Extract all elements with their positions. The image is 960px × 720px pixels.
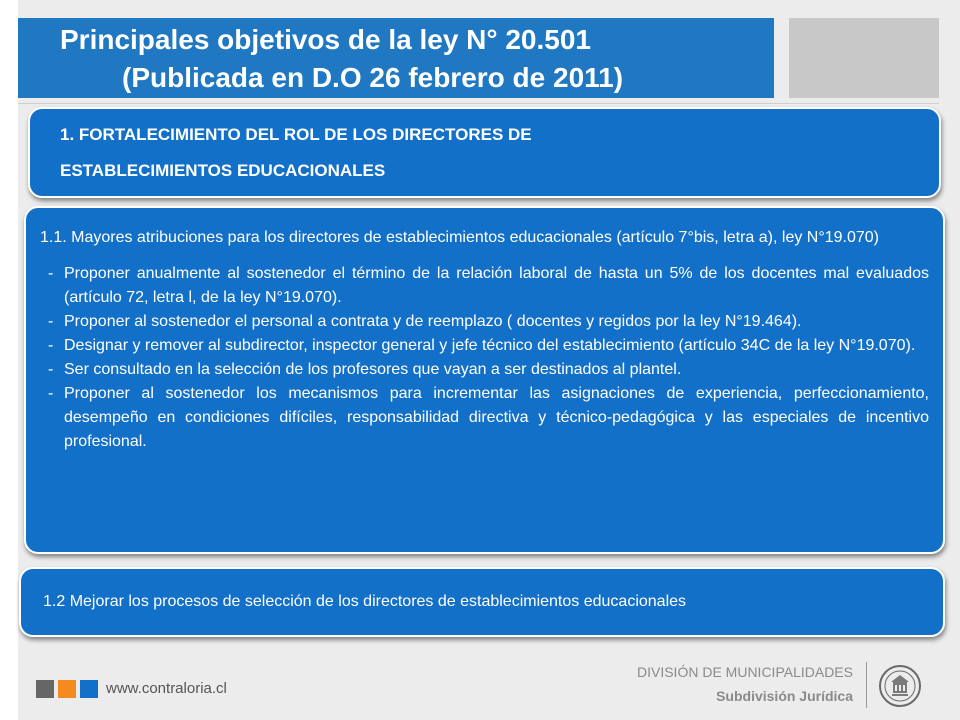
- division-title: DIVISIÓN DE MUNICIPALIDADES: [636, 664, 853, 680]
- corner-decoration: [789, 18, 939, 98]
- list-item-text: Proponer anualmente al sostenedor el término de la relación laboral de hasta un 5% de los docentes mal evaluados (artículo 72, letra l, de la ley N°19.070).: [64, 265, 929, 306]
- section-1-2-box: [19, 567, 945, 637]
- list-item-text: Designar y remover al subdirector, inspector general y jefe técnico del establecimiento (artículo 34C de la ley N°19.070).: [64, 337, 916, 354]
- list-item-text: Proponer al sostenedor el personal a contrata y de reemplazo ( docentes y regidos por la ley N°19.464).: [64, 313, 802, 330]
- title-bar: [18, 18, 774, 98]
- orange-square-icon: [58, 680, 76, 698]
- bullet-dash: -: [48, 313, 54, 330]
- blue-square-icon: [80, 680, 98, 698]
- subdivision-title: Subdivisión Jurídica: [716, 688, 853, 704]
- page-subtitle: (Publicada en D.O 26 febrero de 2011): [122, 62, 624, 93]
- page-title: Principales objetivos de la ley N° 20.501: [60, 24, 592, 55]
- section-1-1-intro: 1.1. Mayores atribuciones para los directores de establecimientos educacionales (artículo 7°bis, letra a), ley N°19.070): [40, 229, 879, 246]
- gray-square-icon: [36, 680, 54, 698]
- list-item: [40, 310, 929, 334]
- bullet-dash: -: [48, 337, 54, 354]
- section-1-1-box: [24, 206, 945, 554]
- bullet-dash: -: [48, 265, 54, 282]
- list-item: [40, 358, 929, 382]
- section-1-heading-line1: 1. FORTALECIMIENTO DEL ROL DE LOS DIRECTORES DE: [60, 125, 532, 144]
- list-item: [40, 382, 929, 454]
- bullet-dash: -: [48, 361, 54, 378]
- header-divider: [18, 103, 939, 104]
- section-1-heading-box: [28, 107, 941, 198]
- section-1-heading-line2: ESTABLECIMIENTOS EDUCACIONALES: [60, 161, 386, 180]
- section-1-2-text: 1.2 Mejorar los procesos de selección de los directores de establecimientos educacionales: [43, 593, 687, 610]
- list-item: [40, 334, 929, 358]
- footer: [18, 650, 939, 720]
- website-link[interactable]: www.contraloria.cl: [106, 680, 227, 697]
- list-item-text: Proponer al sostenedor los mecanismos para incrementar las asignaciones de experiencia, perfeccionamiento, desempeño en condiciones difíciles, responsabilidad directiva y técnico-pedagógica y las especiales de incentivo profesional.: [64, 385, 929, 450]
- footer-separator: [866, 662, 867, 708]
- list-item: [40, 262, 929, 310]
- list-item-text: Ser consultado en la selección de los profesores que vayan a ser destinados al plantel.: [64, 361, 682, 378]
- attributions-list: [40, 262, 929, 454]
- contraloria-seal-icon: [878, 664, 922, 708]
- bullet-dash: -: [48, 385, 54, 402]
